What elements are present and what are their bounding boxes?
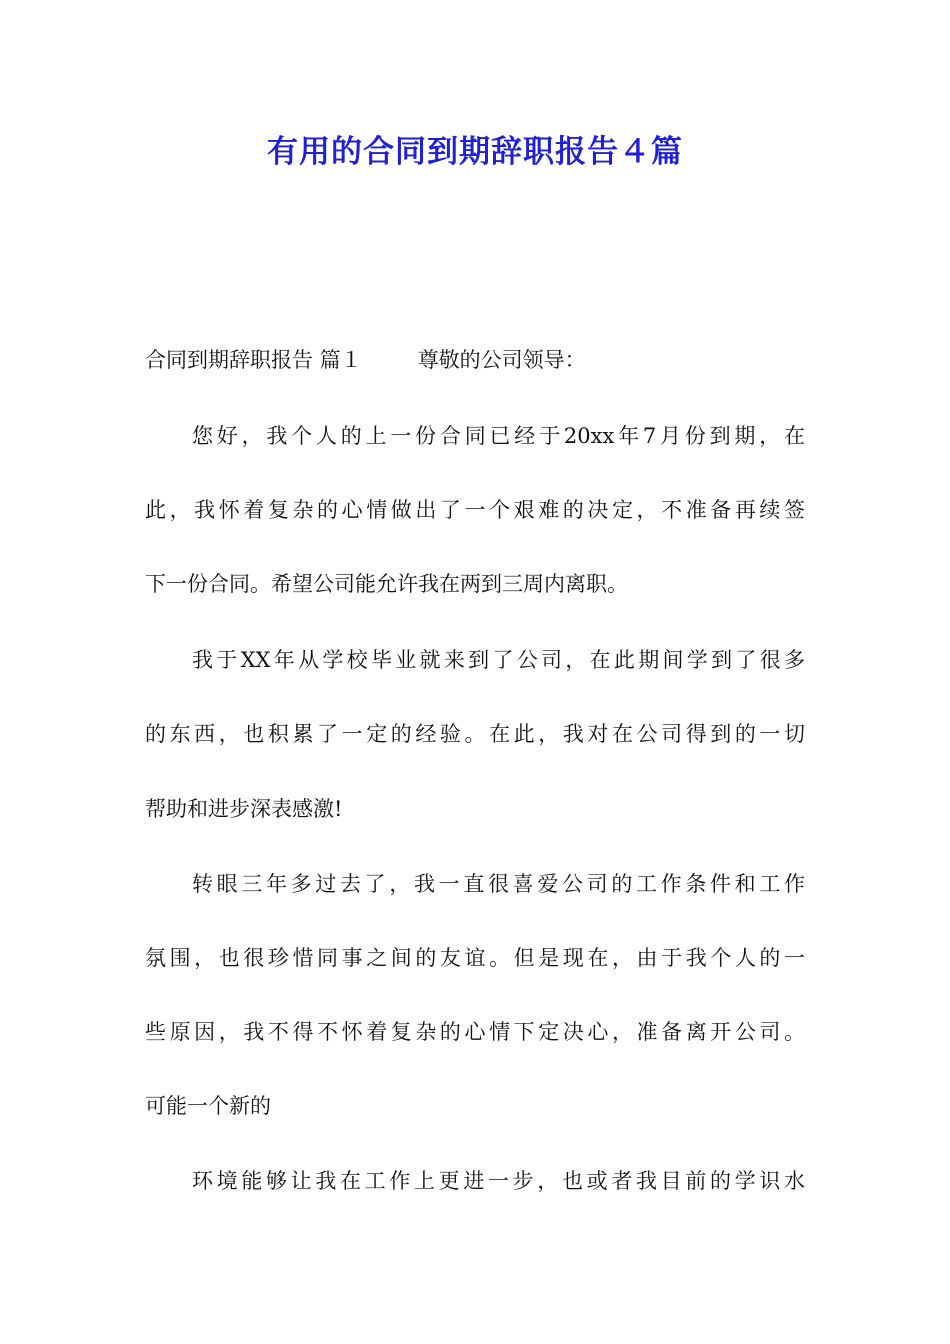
paragraph-line: 的东西，也积累了一定的经验。在此，我对在公司得到的一切 — [145, 722, 805, 746]
section-heading-line — [145, 345, 586, 375]
paragraph-line: 转眼三年多过去了，我一直很喜爱公司的工作条件和工作 — [192, 872, 805, 896]
paragraph-line: 下一份合同。希望公司能允许我在两到三周内离职。 — [145, 572, 628, 596]
document-title: 有用的合同到期辞职报告４篇 — [267, 134, 683, 170]
paragraph-line: 帮助和进步深表感激! — [145, 797, 343, 821]
section-heading: 合同到期辞职报告 篇１ — [145, 348, 362, 372]
paragraph-line: 您好，我个人的上一份合同已经于20xx年7月份到期，在 — [192, 424, 805, 448]
paragraph-line: 环境能够让我在工作上更进一步，也或者我目前的学识水 — [192, 1169, 805, 1193]
paragraph-line: 些原因，我不得不怀着复杂的心情下定决心，准备离开公司。 — [145, 1020, 805, 1044]
paragraph-line: 此，我怀着复杂的心情做出了一个艰难的决定，不准备再续签 — [145, 498, 805, 522]
salutation: 尊敬的公司领导： — [417, 348, 586, 372]
paragraph-line: 氛围，也很珍惜同事之间的友谊。但是现在，由于我个人的一 — [145, 946, 805, 970]
paragraph-line: 我于XX年从学校毕业就来到了公司，在此期间学到了很多 — [192, 648, 805, 672]
paragraph-line: 可能一个新的 — [145, 1094, 271, 1118]
